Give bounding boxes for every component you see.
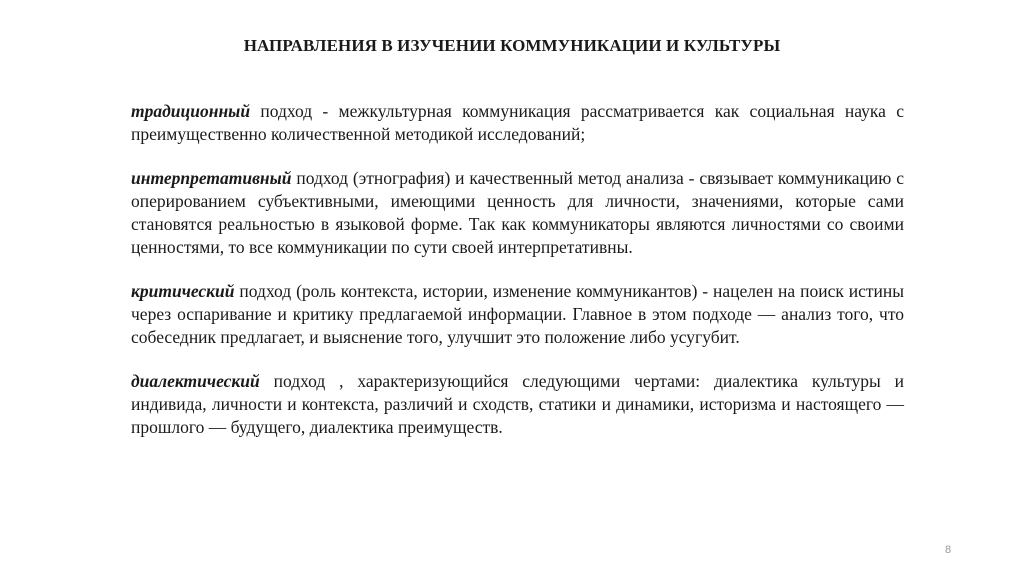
paragraph-dialectical <box>131 370 904 439</box>
term-interpretive: интерпретативный <box>131 168 292 188</box>
paragraph-text: подход (роль контекста, истории, изменение коммуникантов) - нацелен на поиск истины через оспаривание и критику предлагаемой информации. Главное в этом подходе — анализ того, что собеседник предлагает, и выяснение того, улучшит это положение либо усугубит. <box>131 281 904 347</box>
paragraph-text: подход , характеризующийся следующими чертами: диалектика культуры и индивида, личности и контекста, различий и сходств, статики и динамики, историзма и настоящего — прошлого — будущего, диалектика преимуществ. <box>131 371 904 437</box>
slide-content <box>131 100 904 460</box>
term-critical: критический <box>131 281 235 301</box>
paragraph-critical <box>131 280 904 349</box>
paragraph-interpretive <box>131 167 904 259</box>
paragraph-traditional <box>131 100 904 146</box>
paragraph-text: подход - межкультурная коммуникация рассматривается как социальная наука с преимущественно количественной методикой исследований; <box>131 101 904 144</box>
term-dialectical: диалектический <box>131 371 260 391</box>
term-traditional: традиционный <box>131 101 251 121</box>
paragraph-text: подход (этнография) и качественный метод анализа - связывает коммуникацию с оперированием субъективными, имеющими ценность для личности, значениями, которые сами становятся реальностью в языковой форме. Так как коммуникаторы являются личностями со своими ценностями, то все коммуникации по сути своей интерпретативны. <box>131 168 904 257</box>
page-number: 8 <box>944 544 952 556</box>
slide-title: НАПРАВЛЕНИЯ В ИЗУЧЕНИИ КОММУНИКАЦИИ И КУЛЬТУРЫ <box>243 36 781 55</box>
